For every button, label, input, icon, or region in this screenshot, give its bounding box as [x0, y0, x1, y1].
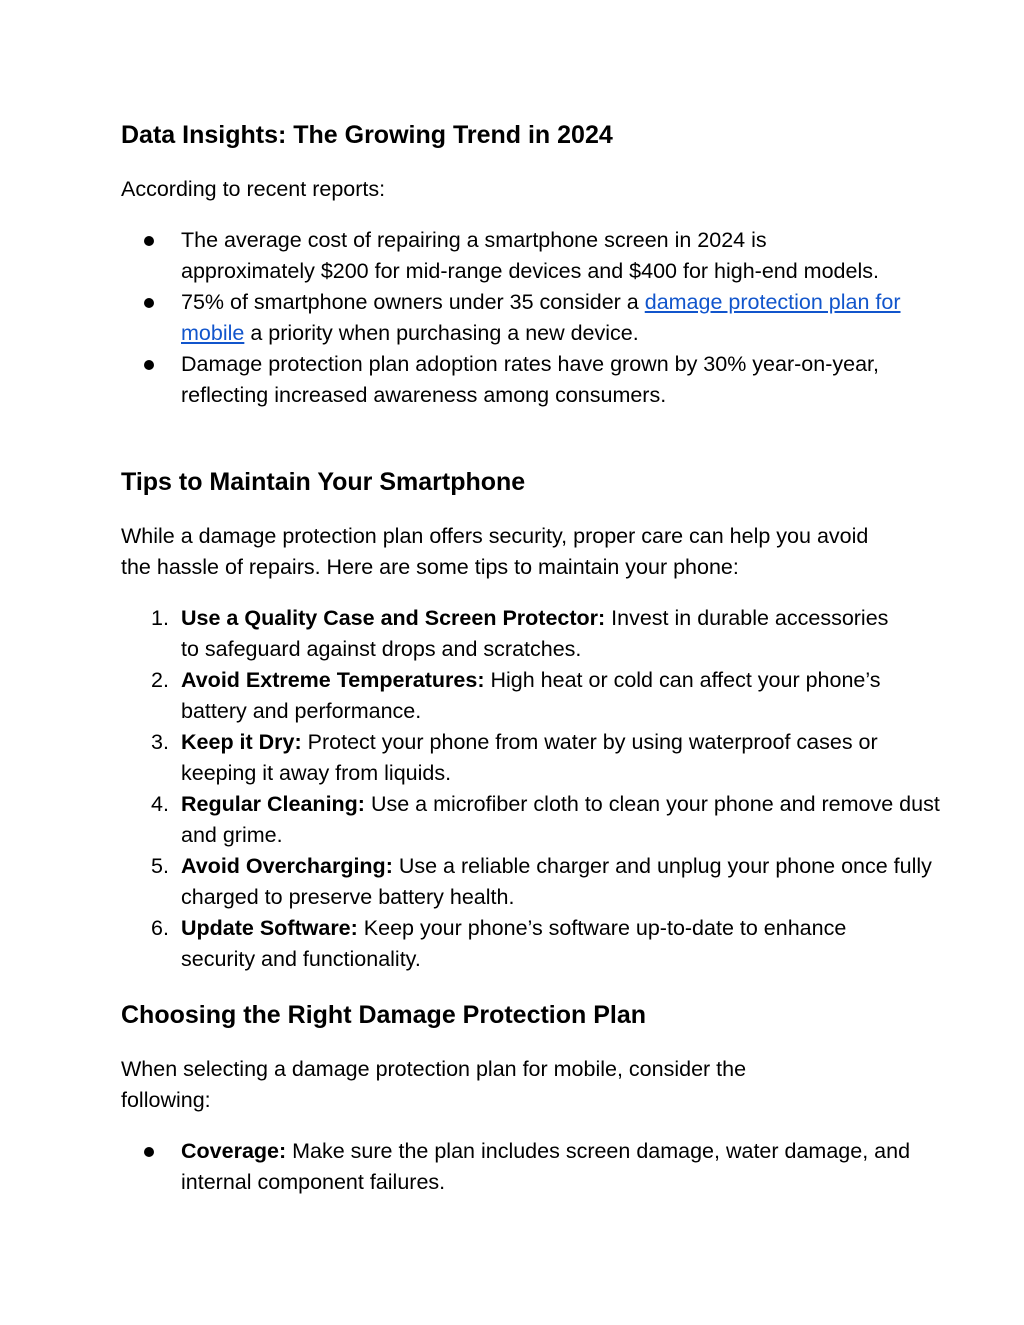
- list-number: 2.: [151, 668, 169, 692]
- choosing-plan-list: [121, 1136, 911, 1198]
- tip-text: Protect your phone from water by using waterproof cases or keeping it away from liquids.: [181, 730, 878, 785]
- list-item-text: The average cost of repairing a smartphone screen in 2024 is approximately $200 for mid-range devices and $400 for high-end models.: [181, 228, 879, 283]
- criterion-title: Coverage:: [181, 1139, 287, 1163]
- tip-title: Keep it Dry:: [181, 730, 302, 754]
- list-item-text: Damage protection plan adoption rates have grown by 30% year-on-year, reflecting increased awareness among consumers.: [181, 352, 879, 407]
- section-heading-data-insights: Data Insights: The Growing Trend in 2024: [121, 121, 613, 149]
- bullet-icon: [144, 360, 154, 370]
- tip-text: Use a reliable charger and unplug your phone once fully charged to preserve battery health.: [181, 854, 932, 909]
- list-item: [121, 225, 881, 287]
- section-intro-tips: While a damage protection plan offers security, proper care can help you avoid the hassle of repairs. Here are some tips to maintain your phone:: [121, 524, 869, 579]
- tip-title: Use a Quality Case and Screen Protector:: [181, 606, 606, 630]
- bullet-icon: [144, 298, 154, 308]
- list-item: [121, 851, 966, 913]
- criterion-text: Make sure the plan includes screen damage, water damage, and internal component failures.: [181, 1139, 911, 1194]
- tip-title: Update Software:: [181, 916, 358, 940]
- bullet-icon: [144, 236, 154, 246]
- list-number: 6.: [151, 916, 169, 940]
- list-item: [121, 603, 901, 665]
- list-item-text-post: a priority when purchasing a new device.: [244, 321, 639, 345]
- tip-text: Invest in durable accessories to safeguard against drops and scratches.: [181, 606, 889, 661]
- list-item: [121, 727, 921, 789]
- tip-title: Avoid Extreme Temperatures:: [181, 668, 485, 692]
- list-item: [121, 913, 901, 975]
- list-number: 4.: [151, 792, 169, 816]
- tip-title: Avoid Overcharging:: [181, 854, 393, 878]
- section-intro-data-insights: According to recent reports:: [121, 177, 386, 201]
- tip-title: Regular Cleaning:: [181, 792, 365, 816]
- list-item: [121, 789, 951, 851]
- list-item: [121, 665, 941, 727]
- bullet-icon: [144, 1147, 154, 1157]
- tip-text: Keep your phone’s software up-to-date to enhance security and functionality.: [181, 916, 847, 971]
- section-intro-choosing-plan: When selecting a damage protection plan for mobile, consider the following:: [121, 1057, 747, 1112]
- tip-text: High heat or cold can affect your phone’s battery and performance.: [181, 668, 881, 723]
- section-heading-tips: Tips to Maintain Your Smartphone: [121, 468, 526, 496]
- list-item-text-pre: 75% of smartphone owners under 35 consider a: [181, 290, 645, 314]
- data-insights-list: [121, 225, 901, 411]
- tips-list: [121, 603, 940, 975]
- list-item: [121, 349, 941, 411]
- tip-text: Use a microfiber cloth to clean your phone and remove dust and grime.: [181, 792, 940, 847]
- list-number: 3.: [151, 730, 169, 754]
- list-number: 5.: [151, 854, 169, 878]
- section-heading-choosing-plan: Choosing the Right Damage Protection Plan: [121, 1001, 647, 1029]
- list-item: [121, 287, 951, 349]
- list-item: [121, 1136, 911, 1198]
- damage-protection-plan-link[interactable]: damage protection plan for mobile: [181, 290, 901, 345]
- list-number: 1.: [151, 606, 169, 630]
